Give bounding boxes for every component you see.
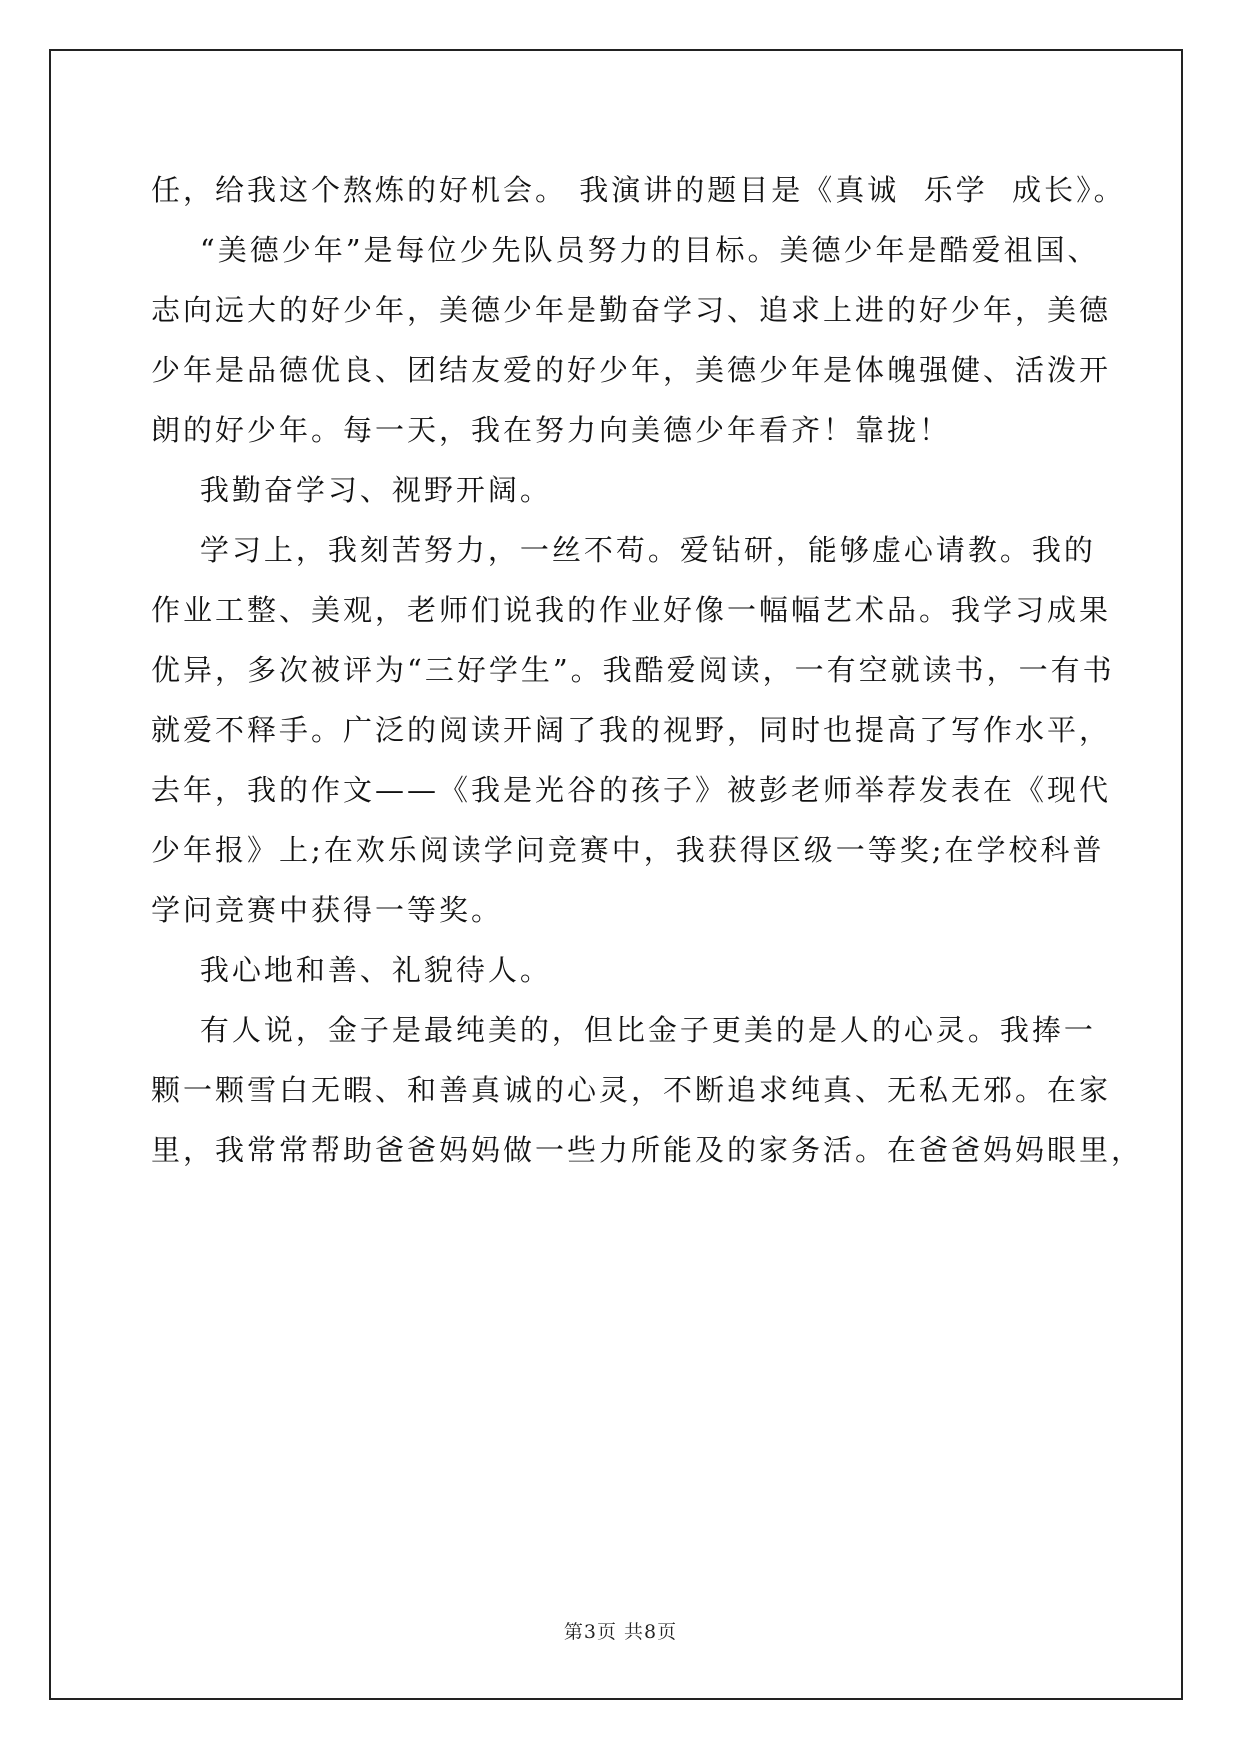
text-line: 志向远大的好少年，美德少年是勤奋学习、追求上进的好少年，美德 bbox=[151, 293, 1112, 327]
text-line: 就爱不释手。广泛的阅读开阔了我的视野，同时也提高了写作水平， bbox=[151, 713, 1112, 747]
text-line: 少年报》上;在欢乐阅读学问竞赛中，我获得区级一等奖;在学校科普 bbox=[151, 833, 1105, 867]
text-line: 朗的好少年。每一天，我在努力向美德少年看齐！靠拢！ bbox=[151, 413, 952, 447]
document-body bbox=[151, 160, 1144, 1180]
text-line: 学习上，我刻苦努力，一丝不苟。爱钻研，能够虚心请教。我的 bbox=[151, 533, 1096, 567]
text-line: “美德少年”是每位少先队员努力的目标。美德少年是酷爱祖国、 bbox=[151, 233, 1100, 267]
text-line: 里，我常常帮助爸爸妈妈做一些力所能及的家务活。在爸爸妈妈眼里， bbox=[151, 1133, 1144, 1167]
text-line: 学问竞赛中获得一等奖。 bbox=[151, 893, 504, 927]
text-line: 少年是品德优良、团结友爱的好少年，美德少年是体魄强健、活泼开 bbox=[151, 353, 1112, 387]
text-line: 作业工整、美观，老师们说我的作业好像一幅幅艺术品。我学习成果 bbox=[151, 593, 1112, 627]
text-line: 我勤奋学习、视野开阔。 bbox=[151, 473, 552, 507]
page-number: 第3页 共8页 bbox=[563, 1621, 678, 1643]
text-line: 去年，我的作文——《我是光谷的孩子》被彭老师举荐发表在《现代 bbox=[151, 773, 1112, 807]
text-line: 任，给我这个熬炼的好机会。 我演讲的题目是《真诚 乐学 成长》。 bbox=[151, 173, 1126, 207]
text-line: 我心地和善、礼貌待人。 bbox=[151, 953, 552, 987]
text-line: 优异，多次被评为“三好学生”。我酷爱阅读，一有空就读书，一有书 bbox=[151, 653, 1115, 687]
text-line: 颗一颗雪白无暇、和善真诚的心灵，不断追求纯真、无私无邪。在家 bbox=[151, 1073, 1112, 1107]
text-line: 有人说，金子是最纯美的，但比金子更美的是人的心灵。我捧一 bbox=[151, 1013, 1096, 1047]
